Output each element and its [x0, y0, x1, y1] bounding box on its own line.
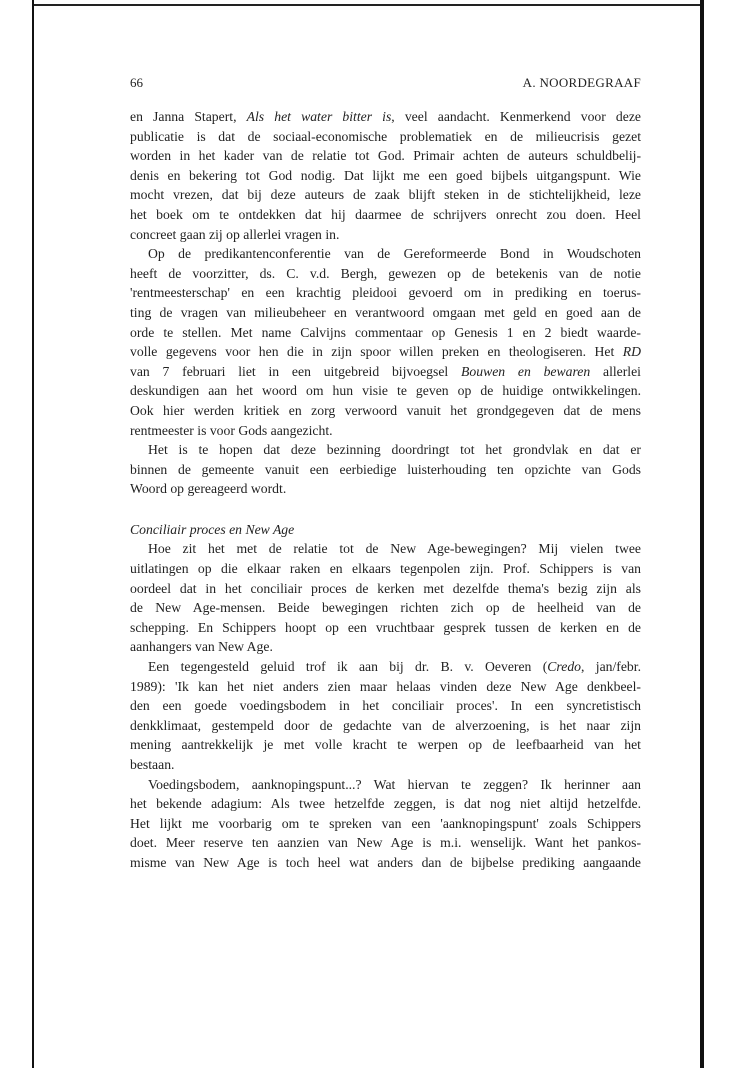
paragraph-1	[130, 107, 641, 244]
text-line: bestaan.	[130, 757, 175, 772]
paragraph-3	[130, 440, 641, 499]
text-line: ting de vragen van milieubeheer en verantwoord omgaan met geld en goed aan de	[130, 304, 641, 320]
book-title: Als het water bitter is	[246, 109, 392, 124]
text-line: denkklimaat, gestempeld door de gedachte van de alverzoening, is het naar zijn	[130, 717, 641, 733]
text-line: Op de predikantenconferentie van de Gereformeerde Bond in Woudschoten	[148, 246, 641, 262]
text-line: oordeel dat in het conciliair proces de kerken met dezelfde thema's bezig zijn als	[130, 580, 641, 596]
text-line: denis en bekering tot God nodig. Dat lijkt me een goed bijbels uitgangspunt. Wie	[130, 167, 641, 183]
text-line: worden in het kader van de relatie tot God. Primair achten de auteurs schuldbelij-	[130, 148, 641, 164]
paragraph-2	[130, 244, 641, 440]
text-line: de New Age-mensen. Beide bewegingen richten zich op de heelheid van de	[130, 600, 641, 616]
text-line: het bekende adagium: Als twee hetzelfde zeggen, is dat nog niet altijd hetzelfde.	[130, 796, 641, 812]
scan-edge-right	[700, 0, 704, 1068]
text-line: rentmeester is voor Gods aangezicht.	[130, 422, 333, 438]
text-line: Hoe zit het met de relatie tot de New Age-bewegingen? Mij vielen twee	[148, 541, 641, 557]
text-line: Ook hier werden kritiek en zorg verwoord vanuit het grondgegeven dat de mens	[130, 402, 641, 418]
text-line: Het is te hopen dat deze bezinning doordringt tot het grondvlak en dat er	[148, 442, 641, 458]
text-line: mening aantrekkelijk je met volle kracht te werpen op de leefbaarheid van het	[130, 737, 641, 753]
text-line: concreet gaan zij op allerlei vragen in.	[130, 226, 340, 242]
text-line: binnen de gemeente vanuit een eerbiedige luisterhouding ten opzichte van Gods	[130, 461, 641, 477]
text-line: publicatie is dat de sociaal-economische problematiek en de milieucrisis gezet	[130, 128, 641, 144]
paragraph-5	[130, 657, 641, 775]
paragraph-4	[130, 539, 641, 657]
paragraph-6	[130, 775, 641, 873]
scan-edge-top	[32, 4, 704, 6]
text-line: Woord op gereageerd wordt.	[130, 481, 287, 497]
text-line: den een goede voedingsbodem in het conciliair proces'. In een syncretistisch	[130, 698, 641, 714]
text-line: heeft de voorzitter, ds. C. v.d. Bergh, gewezen op de betekenis van de notie	[130, 265, 641, 281]
text-line: volle gegevens voor hen die in zijn spoor willen preken en theologiseren. Het RD	[130, 344, 642, 360]
text-line: 1989): 'Ik kan het niet anders zien maar helaas vinden deze New Age denkbeel-	[130, 678, 641, 694]
text-line: Voedingsbodem, aanknopingspunt...? Wat hiervan te zeggen? Ik herinner aan	[148, 776, 641, 792]
newspaper-abbr: RD	[622, 344, 642, 360]
text-line: misme van New Age is toch heel wat anders dan de bijbelse prediking aangaande	[130, 854, 641, 870]
text-line: doet. Meer reserve ten aanzien van New Age is m.i. wenselijk. Want het pankos-	[130, 835, 641, 851]
text-line: aanhangers van New Age.	[130, 639, 273, 655]
text-line: uitlatingen op die elkaar raken en elkaars tegenpolen zijn. Prof. Schippers is van	[130, 561, 641, 577]
text-line: mocht vrezen, dat bij deze auteurs de zaak blijft steken in de stichtelijkheid, leze	[130, 187, 641, 203]
text-line: schepping. En Schippers hoopt op een vruchtbaar gesprek tussen de kerken en de	[130, 619, 641, 635]
text-line: het boek om te ontdekken dat hij daarmee de schrijvers onrecht zou doen. Heel	[130, 206, 641, 222]
section-heading: Conciliair proces en New Age	[130, 521, 295, 537]
page-body	[130, 107, 641, 873]
text-line: en Janna Stapert, Als het water bitter is, veel aandacht. Kenmerkend voor deze	[130, 109, 642, 124]
text-line: 'rentmeesterschap' en een krachtig pleidooi gevoerd om in prediking en toerus-	[130, 285, 641, 301]
scan-edge-left	[32, 0, 34, 1068]
running-head-author: A. NOORDEGRAAF	[522, 75, 641, 90]
text-line: orde te stellen. Met name Calvijns commentaar op Genesis 1 en 2 biedt waarde-	[130, 324, 641, 340]
text-line: Het lijkt me voorbarig om te spreken van een 'aanknopingspunt' zoals Schippers	[130, 815, 641, 831]
text-line: van 7 februari liet in een uitgebreid bijvoegsel Bouwen en bewaren allerlei	[130, 363, 641, 379]
text-line: Een tegengesteld geluid trof ik aan bij dr. B. v. Oeveren (Credo, jan/febr.	[148, 659, 641, 675]
journal-title: Credo	[547, 659, 582, 675]
supplement-title: Bouwen en bewaren	[461, 363, 591, 379]
text-line: deskundigen aan het woord om hun visie te geven op de huidige ontwikkelingen.	[130, 383, 641, 399]
page-number: 66	[130, 75, 143, 90]
